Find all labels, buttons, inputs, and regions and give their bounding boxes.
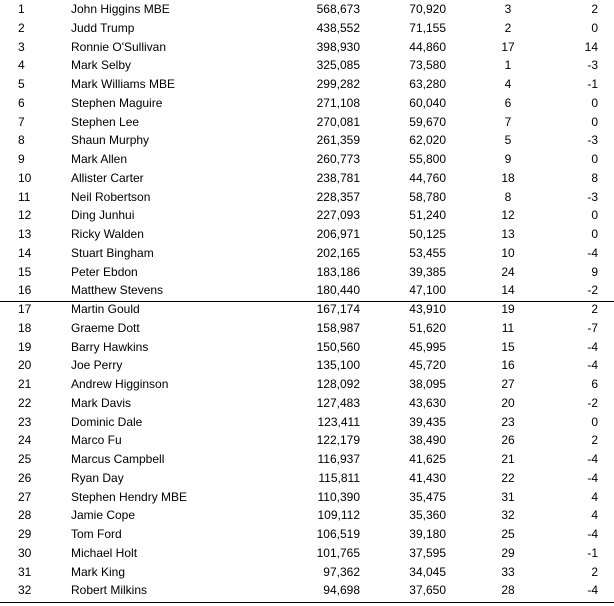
rank-cell: 23 [18, 414, 32, 429]
rank-cell: 27 [18, 489, 32, 504]
position-cell: 4 [504, 77, 512, 91]
prize-money-cell: 39,435 [409, 414, 446, 429]
player-name-cell: Peter Ebdon [71, 264, 138, 279]
change-cell: -3 [587, 58, 598, 73]
position-cell: 28 [501, 583, 515, 598]
table-row [0, 281, 614, 300]
player-name-cell: Robert Milkins [71, 583, 148, 598]
change-cell: 0 [591, 95, 598, 110]
points-cell: 127,483 [316, 395, 360, 410]
points-cell: 202,165 [316, 245, 360, 260]
position-cell: 21 [501, 452, 515, 466]
player-name-cell: Ding Junhui [71, 208, 135, 223]
player-name-cell: Tom Ford [71, 527, 122, 541]
player-name-cell: Stuart Bingham [71, 245, 154, 260]
change-cell: -4 [587, 245, 598, 260]
points-cell: 94,698 [323, 583, 360, 598]
position-cell: 33 [501, 564, 515, 579]
prize-money-cell: 73,580 [409, 58, 446, 73]
prize-money-cell: 41,625 [409, 452, 446, 466]
table-row [0, 188, 614, 207]
change-cell: -4 [587, 358, 598, 373]
player-name-cell: Marco Fu [71, 433, 122, 448]
change-cell: -4 [587, 583, 598, 598]
position-cell: 27 [501, 377, 515, 391]
position-cell: 12 [501, 208, 515, 223]
change-cell: 0 [591, 227, 598, 241]
points-cell: 238,781 [316, 170, 360, 185]
prize-money-cell: 39,385 [409, 264, 446, 279]
player-name-cell: Barry Hawkins [71, 339, 149, 354]
position-cell: 29 [501, 545, 515, 560]
rank-cell: 16 [18, 283, 32, 298]
table-row [0, 413, 614, 432]
change-cell: 2 [591, 2, 598, 16]
position-cell: 6 [504, 95, 512, 110]
change-cell: 0 [591, 20, 598, 35]
rank-cell: 24 [18, 433, 32, 448]
points-cell: 228,357 [316, 189, 360, 204]
table-row [0, 263, 614, 282]
table-row [0, 319, 614, 338]
position-cell: 20 [501, 395, 515, 410]
prize-money-cell: 60,040 [409, 95, 446, 110]
table-row [0, 525, 614, 544]
position-cell: 18 [501, 170, 515, 185]
player-name-cell: Stephen Hendry MBE [71, 489, 188, 504]
change-cell: 8 [591, 170, 598, 185]
player-name-cell: Mark Williams MBE [71, 77, 175, 91]
table-row [0, 544, 614, 563]
position-cell: 3 [504, 2, 512, 16]
change-cell: 0 [591, 114, 598, 129]
prize-money-cell: 51,620 [409, 320, 446, 335]
rank-cell: 3 [18, 39, 25, 54]
player-name-cell: Joe Perry [71, 358, 123, 373]
points-cell: 101,765 [316, 545, 360, 560]
points-cell: 135,100 [316, 358, 360, 373]
table-row [0, 450, 614, 469]
points-cell: 325,085 [316, 58, 360, 73]
prize-money-cell: 37,650 [409, 583, 446, 598]
rank-cell: 6 [18, 95, 25, 110]
change-cell: -7 [587, 320, 598, 335]
points-cell: 97,362 [323, 564, 360, 579]
rank-cell: 28 [18, 508, 32, 523]
prize-money-cell: 35,475 [409, 489, 446, 504]
prize-money-cell: 43,910 [409, 302, 446, 316]
position-cell: 9 [504, 152, 512, 166]
player-name-cell: Mark Selby [71, 58, 132, 73]
player-name-cell: Mark King [71, 564, 126, 579]
position-cell: 22 [501, 470, 515, 485]
prize-money-cell: 58,780 [409, 189, 446, 204]
table-row [0, 206, 614, 225]
change-cell: -3 [587, 133, 598, 148]
prize-money-cell: 70,920 [409, 2, 446, 16]
points-cell: 260,773 [316, 152, 360, 166]
position-cell: 31 [501, 489, 515, 504]
player-name-cell: Graeme Dott [71, 320, 140, 335]
position-cell: 13 [501, 227, 515, 241]
rank-cell: 20 [18, 358, 32, 373]
change-cell: -4 [587, 470, 598, 485]
change-cell: 2 [591, 564, 598, 579]
points-cell: 158,987 [316, 320, 360, 335]
player-name-cell: Mark Allen [71, 152, 128, 166]
table-row [0, 244, 614, 263]
position-cell: 32 [501, 508, 515, 523]
points-cell: 106,519 [316, 527, 360, 541]
player-name-cell: John Higgins MBE [71, 2, 170, 16]
rank-cell: 8 [18, 133, 25, 148]
player-name-cell: Dominic Dale [71, 414, 143, 429]
table-row [0, 431, 614, 450]
position-cell: 11 [501, 320, 515, 335]
prize-money-cell: 63,280 [409, 77, 446, 91]
change-cell: 0 [591, 414, 598, 429]
position-cell: 5 [504, 133, 512, 148]
rank-cell: 5 [18, 77, 25, 91]
prize-money-cell: 53,455 [409, 245, 446, 260]
player-name-cell: Jamie Cope [71, 508, 136, 523]
player-name-cell: Neil Robertson [71, 189, 151, 204]
prize-money-cell: 38,490 [409, 433, 446, 448]
change-cell: -1 [587, 545, 598, 560]
player-name-cell: Martin Gould [71, 302, 140, 316]
prize-money-cell: 51,240 [409, 208, 446, 223]
rank-cell: 13 [18, 227, 32, 241]
change-cell: -1 [587, 77, 598, 91]
table-row [0, 506, 614, 525]
change-cell: -2 [587, 395, 598, 410]
rank-cell: 11 [18, 189, 31, 204]
prize-money-cell: 39,180 [409, 527, 446, 541]
points-cell: 398,930 [316, 39, 360, 54]
position-cell: 2 [504, 20, 512, 35]
prize-money-cell: 35,360 [409, 508, 446, 523]
table-row [0, 56, 614, 75]
table-row [0, 469, 614, 488]
prize-money-cell: 59,670 [409, 114, 446, 129]
rank-cell: 4 [18, 58, 25, 73]
prize-money-cell: 47,100 [409, 283, 446, 298]
group-divider [0, 301, 614, 302]
player-name-cell: Ryan Day [71, 470, 124, 485]
prize-money-cell: 37,595 [409, 545, 446, 560]
rank-cell: 21 [18, 377, 32, 391]
table-row [0, 0, 614, 19]
change-cell: 4 [591, 489, 598, 504]
prize-money-cell: 71,155 [409, 20, 446, 35]
change-cell: 6 [591, 377, 598, 391]
table-row [0, 113, 614, 132]
prize-money-cell: 34,045 [409, 564, 446, 579]
player-name-cell: Marcus Campbell [71, 452, 165, 466]
player-name-cell: Ronnie O'Sullivan [71, 39, 167, 54]
prize-money-cell: 50,125 [409, 227, 446, 241]
points-cell: 109,112 [317, 508, 360, 523]
position-cell: 26 [501, 433, 515, 448]
position-cell: 17 [501, 39, 515, 54]
table-row [0, 356, 614, 375]
table-row [0, 150, 614, 169]
position-cell: 24 [501, 264, 515, 279]
change-cell: 2 [591, 433, 598, 448]
points-cell: 261,359 [316, 133, 360, 148]
change-cell: -4 [587, 452, 598, 466]
position-cell: 1 [504, 58, 512, 73]
change-cell: 2 [591, 302, 598, 316]
table-row [0, 38, 614, 57]
position-cell: 25 [501, 527, 515, 541]
points-cell: 167,174 [316, 302, 360, 316]
table-row [0, 581, 614, 600]
change-cell: 9 [591, 264, 598, 279]
prize-money-cell: 38,095 [409, 377, 446, 391]
rank-cell: 7 [18, 114, 25, 129]
table-row [0, 131, 614, 150]
position-cell: 14 [501, 283, 515, 298]
rank-cell: 12 [18, 208, 32, 223]
rank-cell: 25 [18, 452, 32, 466]
table-row [0, 19, 614, 38]
prize-money-cell: 44,860 [409, 39, 446, 54]
rank-cell: 15 [18, 264, 32, 279]
prize-money-cell: 44,760 [409, 170, 446, 185]
change-cell: 0 [591, 152, 598, 166]
rank-cell: 22 [18, 395, 32, 410]
table-row [0, 75, 614, 94]
table-row [0, 394, 614, 413]
points-cell: 270,081 [316, 114, 360, 129]
position-cell: 10 [501, 245, 515, 260]
prize-money-cell: 41,430 [409, 470, 446, 485]
player-name-cell: Judd Trump [71, 20, 135, 35]
position-cell: 15 [501, 339, 515, 354]
prize-money-cell: 62,020 [409, 133, 446, 148]
points-cell: 568,673 [316, 2, 360, 16]
position-cell: 7 [504, 114, 512, 129]
points-cell: 116,937 [317, 452, 360, 466]
points-cell: 180,440 [316, 283, 360, 298]
player-name-cell: Michael Holt [71, 545, 138, 560]
points-cell: 123,411 [317, 414, 360, 429]
rank-cell: 9 [18, 152, 25, 166]
rank-cell: 31 [18, 564, 32, 579]
table-row [0, 225, 614, 244]
player-name-cell: Matthew Stevens [71, 283, 164, 298]
position-cell: 19 [501, 302, 515, 316]
points-cell: 271,108 [316, 95, 360, 110]
prize-money-cell: 55,800 [409, 152, 446, 166]
rank-cell: 10 [18, 170, 32, 185]
points-cell: 150,560 [316, 339, 360, 354]
player-name-cell: Ricky Walden [71, 227, 144, 241]
change-cell: -4 [587, 339, 598, 354]
points-cell: 227,093 [316, 208, 360, 223]
player-name-cell: Andrew Higginson [71, 377, 169, 391]
prize-money-cell: 45,995 [409, 339, 446, 354]
rank-cell: 2 [18, 20, 25, 35]
points-cell: 299,282 [316, 77, 360, 91]
rank-cell: 26 [18, 470, 32, 485]
points-cell: 206,971 [316, 227, 360, 241]
table-row [0, 338, 614, 357]
rank-cell: 1 [18, 2, 25, 16]
rank-cell: 14 [18, 245, 32, 260]
player-name-cell: Allister Carter [71, 170, 144, 185]
player-name-cell: Stephen Lee [71, 114, 140, 129]
points-cell: 438,552 [316, 20, 360, 35]
change-cell: 14 [584, 39, 598, 54]
rank-cell: 19 [18, 339, 32, 354]
table-row [0, 488, 614, 507]
rank-cell: 29 [18, 527, 32, 541]
table-row [0, 94, 614, 113]
rank-cell: 17 [18, 302, 32, 316]
prize-money-cell: 43,630 [409, 395, 446, 410]
points-cell: 183,186 [316, 264, 360, 279]
change-cell: -2 [587, 283, 598, 298]
position-cell: 23 [501, 414, 515, 429]
table-row [0, 563, 614, 582]
change-cell: 4 [591, 508, 598, 523]
rank-cell: 30 [18, 545, 32, 560]
rank-cell: 18 [18, 320, 32, 335]
player-name-cell: Shaun Murphy [71, 133, 150, 148]
position-cell: 8 [504, 189, 512, 204]
prize-money-cell: 45,720 [409, 358, 446, 373]
points-cell: 110,390 [317, 489, 360, 504]
points-cell: 122,179 [316, 433, 360, 448]
points-cell: 115,811 [318, 470, 360, 485]
player-name-cell: Stephen Maguire [71, 95, 163, 110]
change-cell: -4 [587, 527, 598, 541]
rank-cell: 32 [18, 583, 32, 598]
position-cell: 16 [501, 358, 515, 373]
points-cell: 128,092 [316, 377, 360, 391]
table-row [0, 375, 614, 394]
table-row [0, 169, 614, 188]
player-name-cell: Mark Davis [71, 395, 132, 410]
change-cell: -3 [587, 189, 598, 204]
change-cell: 0 [591, 208, 598, 223]
bottom-border [0, 602, 614, 603]
table-row [0, 300, 614, 319]
